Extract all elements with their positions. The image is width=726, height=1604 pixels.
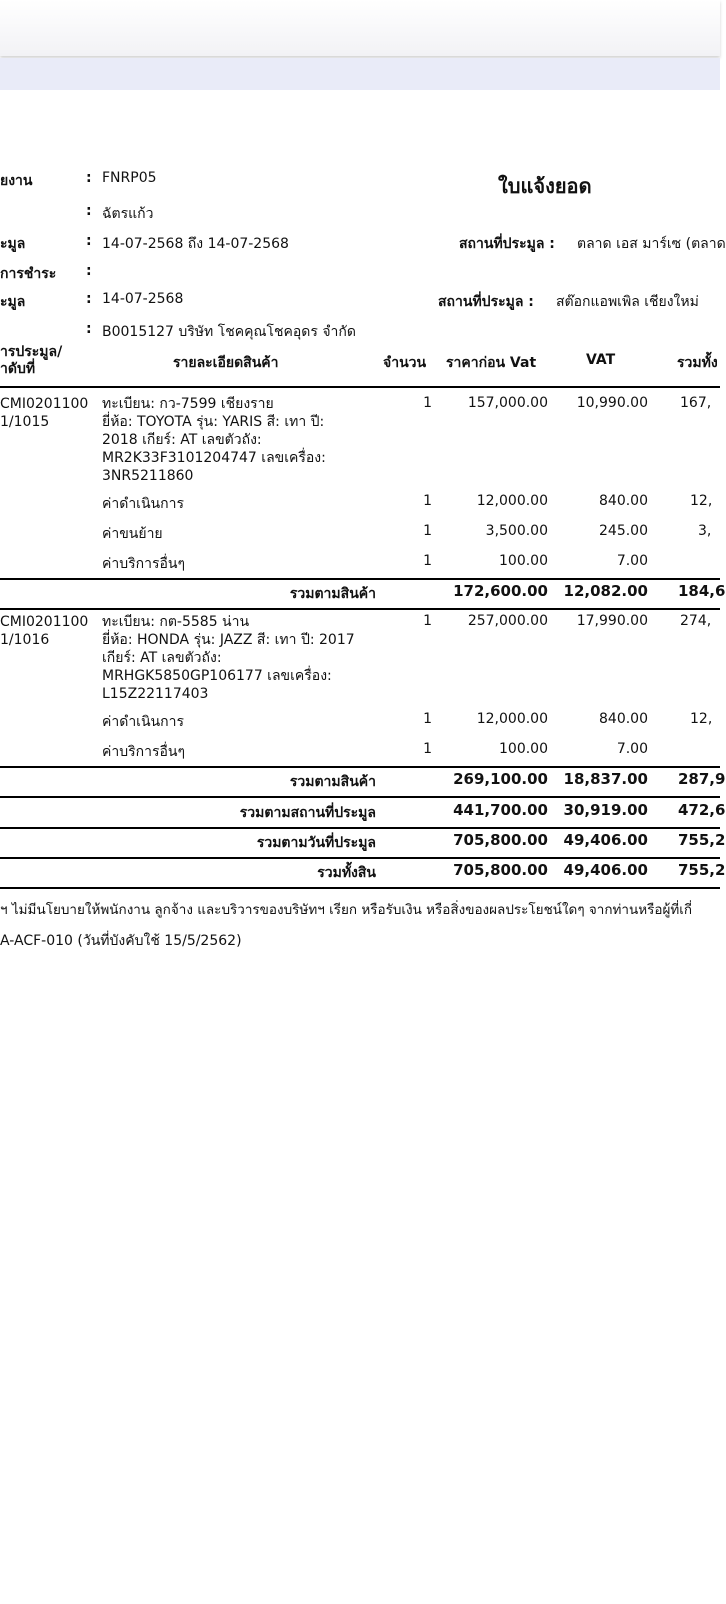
document-title: ใบแจ้งยอด (498, 174, 592, 198)
header-colon: : (86, 233, 92, 249)
header-label-report: ยงาน (0, 173, 33, 189)
location-1-value: ตลาด เอส มาร์เซ (ตลาด (577, 236, 726, 252)
group-2-vehicle-price: 257,000.00 (467, 613, 548, 629)
col-header-price: ราคาก่อน Vat (446, 355, 537, 371)
group-2-subtotal-rule (0, 766, 720, 768)
header-colon: : (86, 321, 92, 337)
total-by-date-vat: 49,406.00 (563, 831, 648, 849)
group-1-subtotal-price: 172,600.00 (453, 582, 548, 600)
group-1-subtotal-label: รวมตามสินค้า (289, 586, 376, 602)
group-2-vehicle-qty: 1 (423, 613, 432, 629)
group-2-fee-1-price: 12,000.00 (476, 711, 548, 727)
group-1-ref: CMI0201100 1/1015 (0, 396, 89, 430)
group-2-fee-2-name: ค่าบริการอื่นๆ (102, 744, 185, 760)
group-1-fee-1-total: 12, (690, 493, 713, 509)
group-1-vehicle-qty: 1 (423, 395, 432, 411)
header-colon: : (86, 203, 92, 219)
header-label-auction-day: ะมูล (0, 294, 26, 310)
col-header-total: รวมทั้ง (677, 355, 718, 371)
header-label-payment: การชำระ (0, 266, 57, 282)
group-2-vehicle-desc: ทะเบียน: กต-5585 น่าน ยี่ห้อ: HONDA รุ่น: JAZZ สี: เทา ปี: 2017 เกียร์: AT เลขตัวถัง: MRHGK5850GP106177 เลขเครื่อง: L15Z22117403 (102, 614, 355, 702)
header-colon: : (86, 291, 92, 307)
group-2-vehicle-total: 274, (680, 613, 712, 629)
group-1-fee-2-price: 3,500.00 (485, 523, 548, 539)
customer-value: B0015127 บริษัท โชคคุณโชคอุดร จำกัด (102, 324, 356, 340)
total-by-location-total: 472,6 (678, 801, 726, 819)
group-1-fee-3-qty: 1 (423, 553, 432, 569)
group-2-fee-1-vat: 840.00 (599, 711, 648, 727)
group-1-fee-1-qty: 1 (423, 493, 432, 509)
header-colon: : (86, 170, 92, 186)
group-2-fee-1-name: ค่าดำเนินการ (102, 714, 184, 730)
browser-top-bar (0, 0, 720, 56)
total-by-location-vat: 30,919.00 (563, 801, 648, 819)
group-1-vehicle-price: 157,000.00 (467, 395, 548, 411)
group-1-subtotal-total: 184,6 (678, 582, 726, 600)
group-1-fee-3-name: ค่าบริการอื่นๆ (102, 556, 185, 572)
group-1-fee-2-qty: 1 (423, 523, 432, 539)
total-by-date-total: 755,2 (678, 831, 726, 849)
col-header-description: รายละเอียดสินค้า (173, 355, 279, 371)
location-1-label: สถานที่ประมูล : (459, 236, 555, 252)
grand-total-price: 705,800.00 (453, 861, 548, 879)
group-2-subtotal-total: 287,9 (678, 770, 726, 788)
group-1-fee-1-price: 12,000.00 (476, 493, 548, 509)
table-header-rule (0, 386, 720, 388)
header-label-auction-date: ะมูล (0, 236, 26, 252)
header-value-2: ฉัตรแก้ว (102, 206, 154, 222)
location-2-label: สถานที่ประมูล : (438, 294, 534, 310)
group-1-fee-2-name: ค่าขนย้าย (102, 526, 163, 542)
group-1-fee-1-name: ค่าดำเนินการ (102, 496, 184, 512)
group-1-end-rule (0, 608, 720, 610)
group-1-vehicle-total: 167, (680, 395, 712, 411)
header-value-report: FNRP05 (102, 170, 157, 186)
col-header-qty: จำนวน (383, 355, 427, 371)
group-2-subtotal-label: รวมตามสินค้า (289, 774, 376, 790)
header-colon: : (86, 263, 92, 279)
group-1-fee-2-vat: 245.00 (599, 523, 648, 539)
header-value-auction-day: 14-07-2568 (102, 291, 184, 307)
policy-notice: ฯ ไม่มีนโยบายให้พนักงาน ลูกจ้าง และบริวารของบริษัทฯ เรียก หรือรับเงิน หรือสิ่งของผลประโยชน์ใดๆ จากท่านหรือผู้ที่เกี่ (0, 902, 693, 918)
col-header-auction-no: ารประมูล/ ำดับที่ (0, 344, 63, 377)
statement-document (0, 90, 726, 1604)
group-2-end-rule (0, 796, 720, 798)
group-1-fee-3-price: 100.00 (499, 553, 548, 569)
viewer-toolbar (0, 58, 720, 90)
grand-total-label: รวมทั้งสิน (317, 865, 376, 881)
group-2-fee-1-qty: 1 (423, 711, 432, 727)
total-by-date-label: รวมตามวันที่ประมูล (256, 835, 376, 851)
form-code: A-ACF-010 (วันที่บังคับใช้ 15/5/2562) (0, 933, 242, 949)
group-2-fee-2-qty: 1 (423, 741, 432, 757)
group-2-subtotal-price: 269,100.00 (453, 770, 548, 788)
location-2-value: สต๊อกแอพเพิล เชียงใหม่ (556, 294, 699, 310)
col-header-vat: VAT (586, 352, 616, 368)
group-2-fee-1-total: 12, (690, 711, 713, 727)
group-2-ref: CMI0201100 1/1016 (0, 614, 89, 648)
group-1-fee-3-vat: 7.00 (616, 553, 648, 569)
group-1-fee-2-total: 3, (698, 523, 712, 539)
group-1-vehicle-desc: ทะเบียน: กว-7599 เชียงราย ยี่ห้อ: TOYOTA รุ่น: YARIS สี: เทา ปี: 2018 เกียร์: AT เลขตัวถัง: MR2K33F3101204747 เลขเครื่อง: 3NR5211860 (102, 396, 326, 484)
group-2-fee-2-price: 100.00 (499, 741, 548, 757)
group-2-fee-2-vat: 7.00 (616, 741, 648, 757)
group-1-subtotal-vat: 12,082.00 (563, 582, 648, 600)
grand-total-vat: 49,406.00 (563, 861, 648, 879)
group-2-vehicle-vat: 17,990.00 (576, 613, 648, 629)
group-1-subtotal-rule (0, 578, 720, 580)
group-1-fee-1-vat: 840.00 (599, 493, 648, 509)
total-by-location-price: 441,700.00 (453, 801, 548, 819)
total-by-date-price: 705,800.00 (453, 831, 548, 849)
total-location-rule (0, 827, 720, 829)
group-2-subtotal-vat: 18,837.00 (563, 770, 648, 788)
header-value-auction-date: 14-07-2568 ถึง 14-07-2568 (102, 236, 289, 252)
grand-total-rule (0, 887, 720, 889)
total-date-rule (0, 857, 720, 859)
total-by-location-label: รวมตามสถานที่ประมูล (239, 805, 376, 821)
grand-total-total: 755,2 (678, 861, 726, 879)
group-1-vehicle-vat: 10,990.00 (576, 395, 648, 411)
